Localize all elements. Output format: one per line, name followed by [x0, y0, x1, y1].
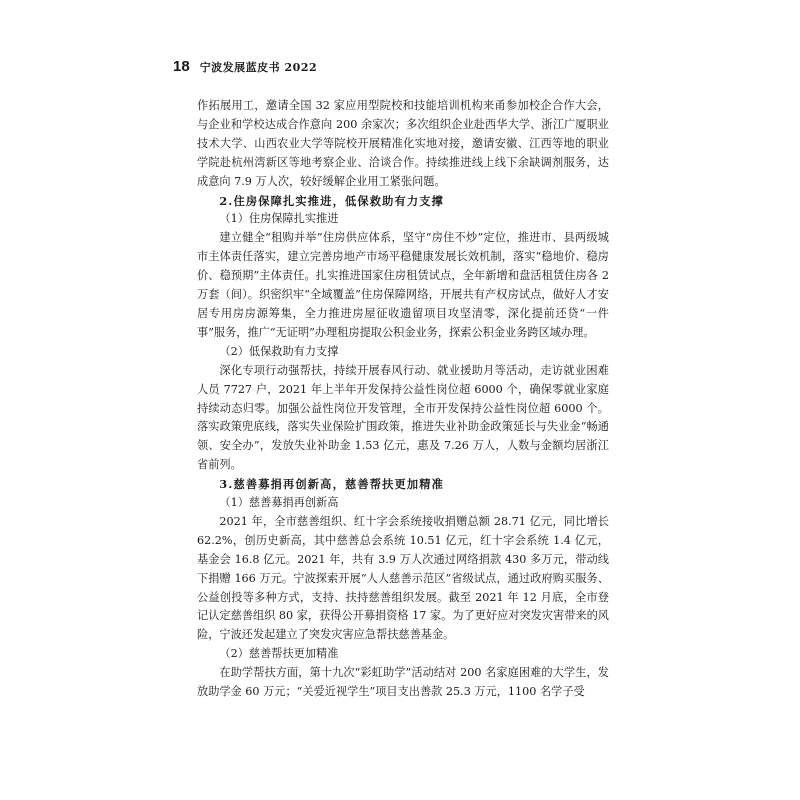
subsection-heading-3-1: （1）慈善募捐再创新高	[219, 496, 339, 510]
paragraph-intro: 作拓展用工，邀请全国 32 家应用型院校和技能培训机构来甬参加校企合作大会，与企业和学校达成合作意向 200 余家次；多次组织企业赴西华大学、浙江广厦职业技术大学、山西农业大学等院校开展精准化实地对接，邀请安徽、江西等地的职业学院赴杭州湾新区等地考察企业、洽谈合作。持续推进线上线下余缺调剂服务，达成意向 7.9 万人次，较好缓解企业用工紧张问题。	[197, 99, 609, 188]
section-heading-2: 2.住房保障扎实推进，低保救助有力支撑	[219, 193, 445, 208]
running-header	[173, 58, 317, 75]
paragraph-housing: 建立健全“租购并举”住房供应体系，坚守“房住不炒”定位，推进市、县两级城市主体责任落实，建立完善房地产市场平稳健康发展长效机制，落实“稳地价、稳房价、稳预期”主体责任。扎实推进国家住房租赁试点，全年新增和盘活租赁住房各 2 万套（间）。织密织牢“全域覆盖”住房保障网络，开展共有产权房试点，做好人才安居专用房房源筹集，全力推进房屋征收遗留项目攻坚清零，深化提前还贷“一件事”服务，推广“无证明”办理租房提取公积金业务，探索公积金业务跨区域办理。	[197, 231, 609, 339]
book-title: 宁波发展蓝皮书 2022	[199, 61, 318, 74]
paragraph-relief: 深化专项行动强帮扶，持续开展春风行动、就业援助月等活动，走访就业困难人员 7727 户，2021 年上半年开发保持公益性岗位超 6000 个，确保零就业家庭持续动态归零。加强公益性岗位开发管理，全市开发保持公益性岗位超 6000 个。落实政策兜底线，落实失业保险扩围政策，推进失业补助金政策延长与失业金“畅通领、安全办”，发放失业补助金 1.53 亿元，惠及 7.26 万人，人数与金额均居浙江省前列。	[197, 363, 609, 472]
page-body	[197, 97, 609, 702]
page-number: 18	[173, 58, 190, 75]
paragraph-charity: 2021 年，全市慈善组织、红十字会系统接收捐赠总额 28.71 亿元，同比增长 62.2%，创历史新高，其中慈善总会系统 10.51 亿元，红十字会系统 1.4 亿元，基金会 16.8 亿元。2021 年，共有 3.9 万人次通过网络捐款 430 多万元，带动线下捐赠 166 万元。宁波探索开展“人人慈善示范区”省级试点，通过政府购买服务、公益创投等多种方式，支持、扶持慈善组织发展。截至 2021 年 12 月底，全市登记认定慈善组织 80 家，获得公开募捐资格 17 家。为了更好应对突发灾害带来的风险，宁波还发起建立了突发灾害应急帮扶慈善基金。	[197, 514, 609, 642]
section-heading-3: 3.慈善募捐再创新高，慈善帮扶更加精准	[219, 477, 445, 492]
subsection-heading-2-1: （1）住房保障扎实推进	[219, 212, 339, 226]
paragraph-assist: 在助学帮扶方面，第十九次“彩虹助学”活动结对 200 名家庭困难的大学生，发放助学金 60 万元；“关爱近视学生”项目支出善款 25.3 万元，1100 名学子受	[197, 666, 609, 699]
subsection-heading-2-2: （2）低保救助有力支撑	[219, 344, 339, 358]
subsection-heading-3-2: （2）慈善帮扶更加精准	[219, 647, 339, 661]
